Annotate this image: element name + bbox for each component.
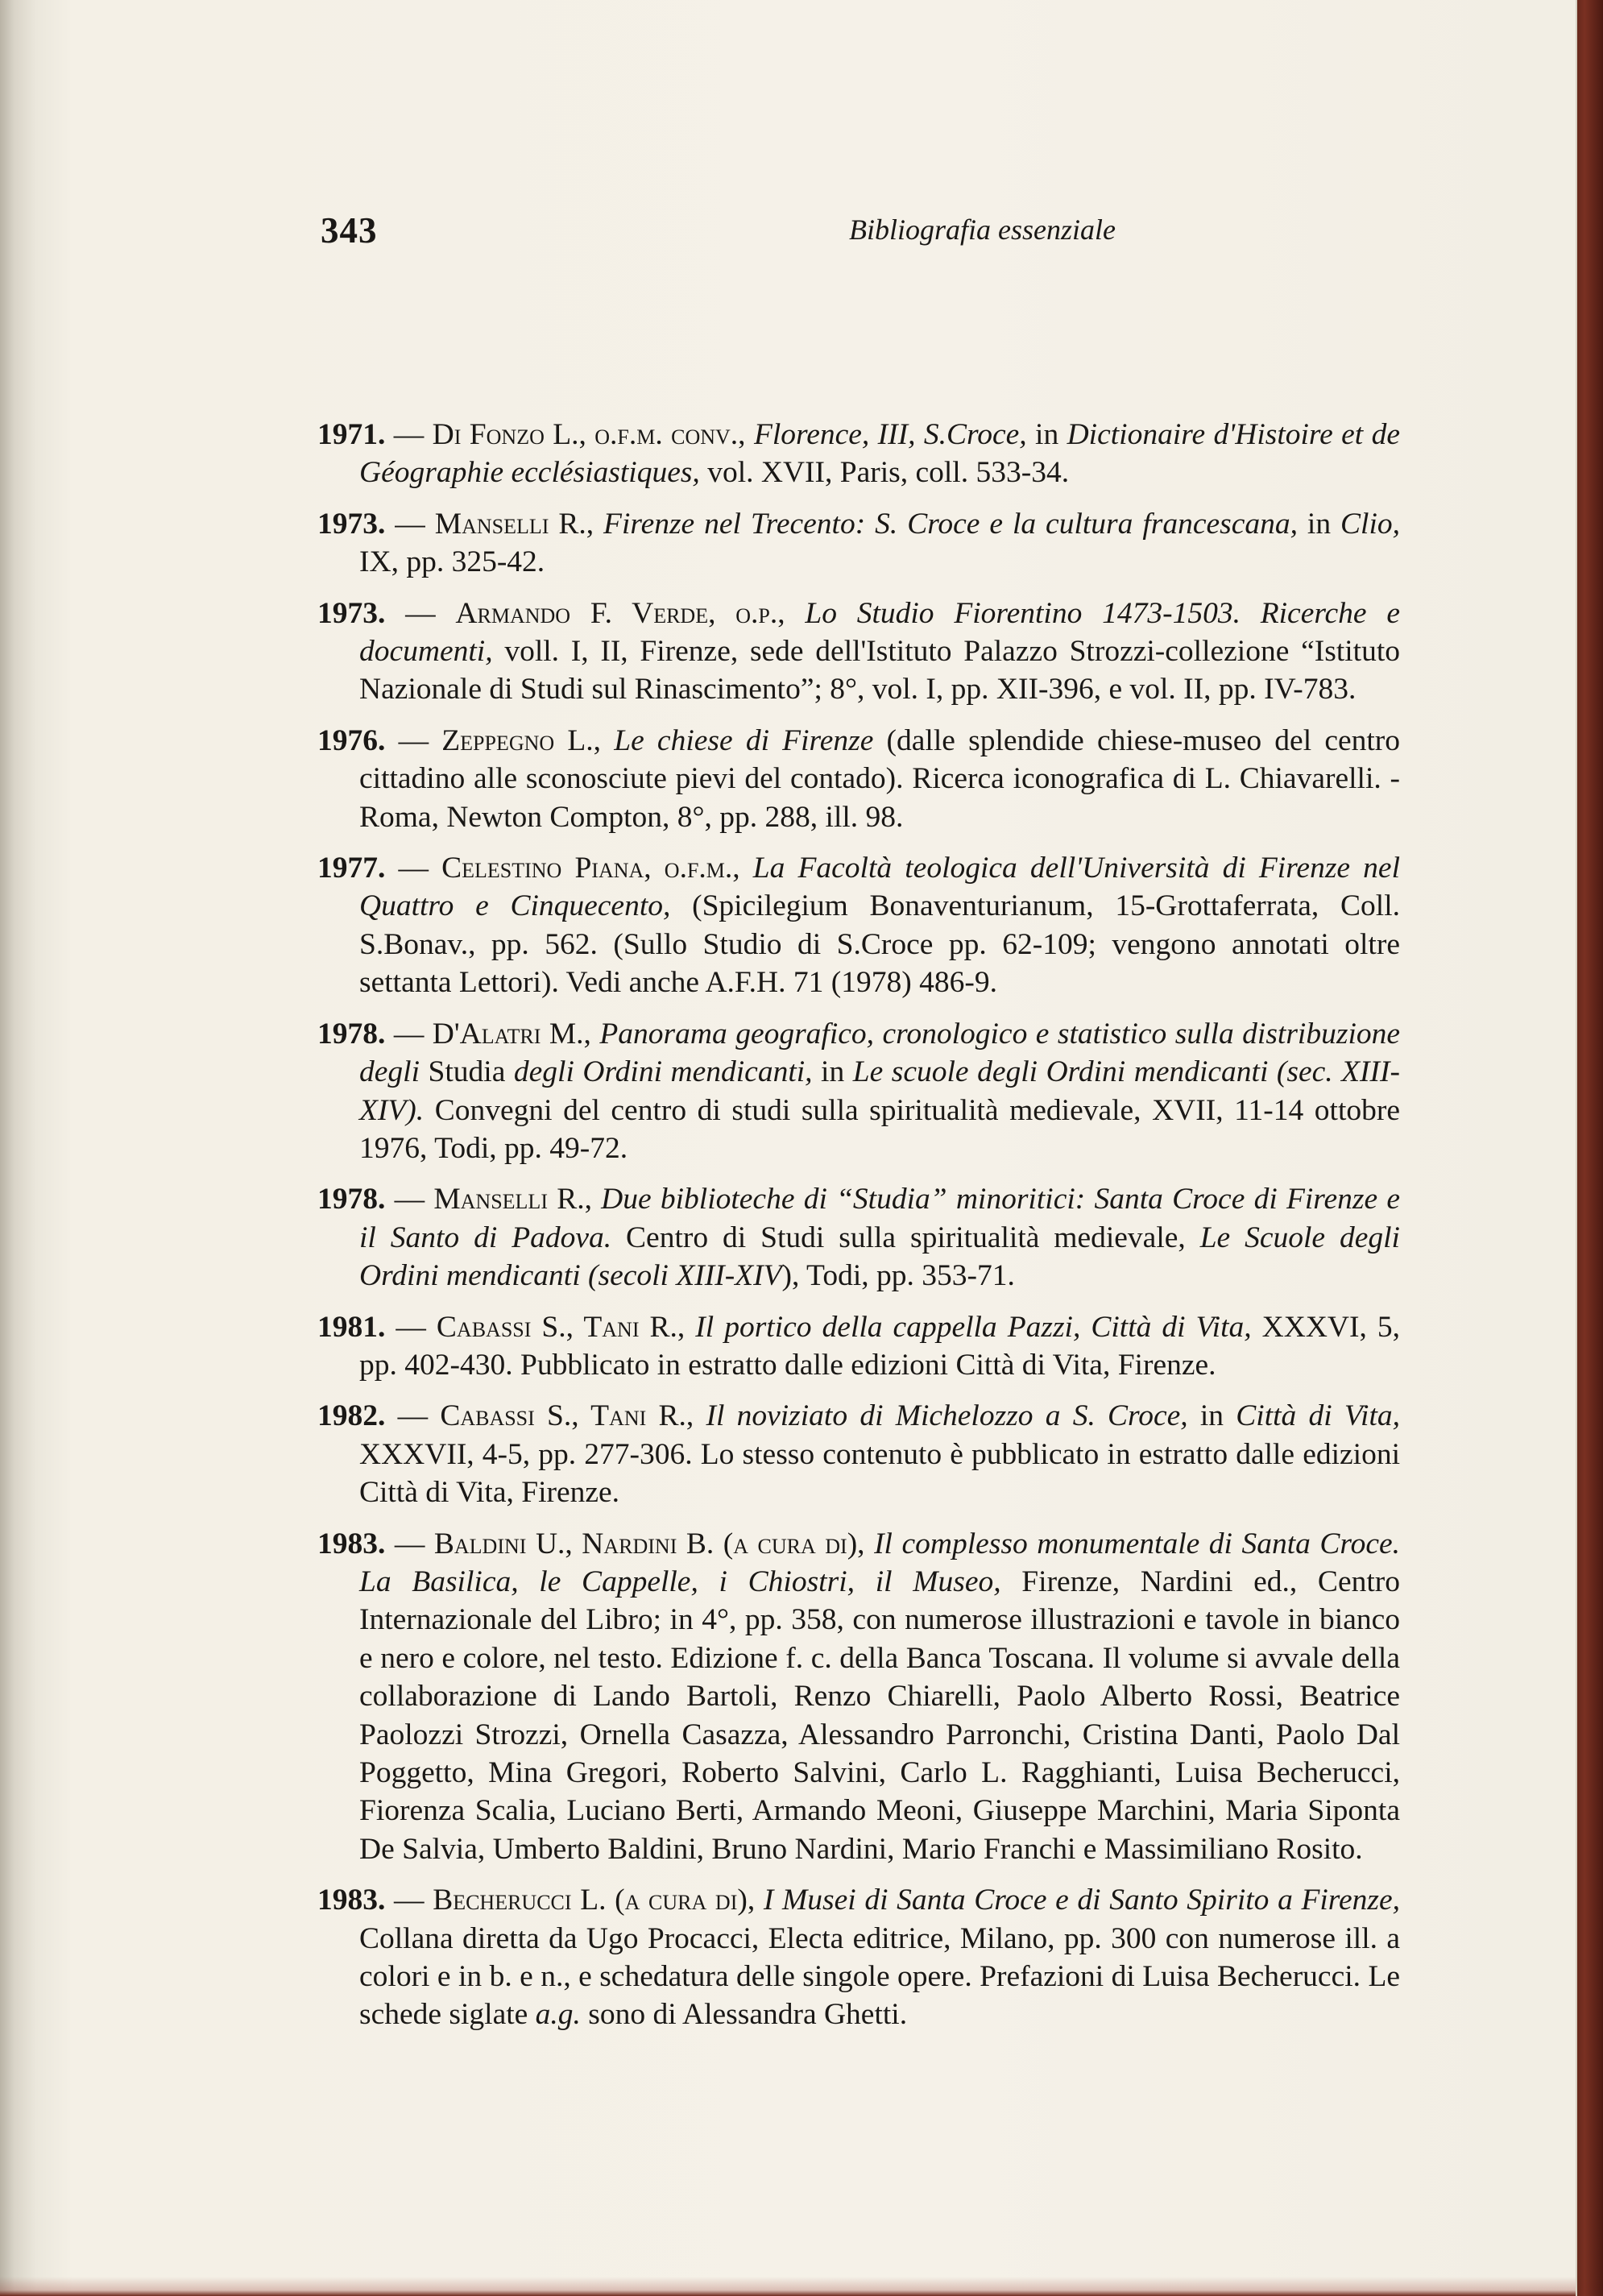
entry-author: Baldini U., Nardini B. (a cura di),: [433, 1527, 865, 1560]
entry-text: XXXVI, 5, pp. 402-430. Pubblicato in estratto dalle edizioni Città di Vita, Firenze.: [359, 1310, 1401, 1382]
entry-title: Città di Vita,: [1236, 1399, 1400, 1433]
entry-text: in: [1297, 507, 1341, 541]
running-head: Bibliografia essenziale: [849, 213, 1116, 246]
entry-text: Centro di Studi sulla spiritualità medievale,: [611, 1221, 1200, 1254]
entry-title: Florence, III, S.Croce,: [745, 418, 1036, 451]
entry-author: Armando F. Verde, o.p.,: [455, 596, 785, 630]
entry-year: 1981.: [317, 1310, 386, 1344]
entry-dash: —: [385, 1017, 433, 1051]
bibliography-entry: [317, 849, 1400, 1002]
entry-title: Il noviziato di Michelozzo a S. Croce,: [694, 1399, 1188, 1433]
entry-dash: —: [385, 1399, 441, 1433]
entry-dash: —: [385, 1183, 434, 1216]
entry-year: 1982.: [317, 1399, 386, 1433]
bibliography-entry: [317, 505, 1400, 582]
entry-year: 1978.: [317, 1183, 386, 1216]
entry-title: Clio,: [1340, 507, 1401, 541]
entry-title: Le Scuole degli Ordini mendicanti (secoli XIII-XIV: [359, 1221, 1400, 1293]
entry-text: IX, pp. 325-42.: [359, 545, 545, 579]
entry-author: Cabassi S., Tani R.,: [440, 1399, 694, 1433]
entry-text: Firenze, Nardini ed., Centro Internazionale del Libro; in 4°, pp. 358, con numerose illustrazioni e tavole in bianco e nero e colore, nel testo. Edizione f. c. della Banca Toscana. Il volume si avvale della collaborazione di Lando Bartoli, Renzo Chiarelli, Paolo Alberto Rossi, Beatrice Paolozzi Strozzi, Ornella Casazza, Alessandro Parronchi, Cristina Danti, Paolo Dal Poggetto, Mina Gregori, Roberto Salvini, Carlo L. Ragghianti, Luisa Becherucci, Fiorenza Scalia, Luciano Berti, Armando Meoni, Giuseppe Marchini, Maria Siponta De Salvia, Umberto Baldini, Bruno Nardini, Mario Franchi e Massimiliano Rosito.: [359, 1565, 1400, 1866]
entry-author: Cabassi S., Tani R.,: [436, 1310, 686, 1344]
entry-year: 1983.: [317, 1884, 386, 1917]
bibliography-entry: [317, 595, 1400, 709]
entry-dash: —: [385, 596, 456, 630]
entry-year: 1973.: [317, 596, 386, 630]
entry-text: in: [1187, 1399, 1236, 1433]
bibliography-entry: [317, 722, 1400, 836]
entry-author: D'Alatri M.,: [432, 1017, 591, 1051]
entry-title: degli Ordini mendicanti,: [505, 1055, 813, 1089]
entry-year: 1978.: [317, 1017, 386, 1051]
bibliography-list: [317, 416, 1400, 2047]
entry-title: Dictionaire d'Histoire et de Géographie ecclésiastiques,: [359, 418, 1400, 490]
entry-author: Manselli R.,: [434, 507, 594, 541]
entry-text: Convegni del centro di studi sulla spiritualità medievale, XVII, 11-14 ottobre 1976, Todi, pp. 49-72.: [359, 1093, 1400, 1165]
entry-text: sono di Alessandra Ghetti.: [580, 1998, 908, 2032]
entry-dash: —: [385, 418, 433, 451]
bibliography-entry: [317, 1525, 1400, 1869]
entry-title: Firenze nel Trecento: S. Croce e la cultura francescana,: [594, 507, 1298, 541]
bibliography-entry: [317, 416, 1400, 492]
entry-dash: —: [385, 1310, 437, 1344]
entry-title: La Facoltà teologica dell'Università di Firenze nel Quattro e Cinquecento,: [359, 852, 1400, 923]
bibliography-entry: [317, 1397, 1400, 1511]
entry-year: 1973.: [317, 507, 386, 541]
entry-year: 1977.: [317, 852, 386, 885]
entry-dash: —: [385, 1884, 433, 1917]
entry-dash: —: [385, 507, 435, 541]
entry-text: (Spicilegium Bonaventurianum, 15-Grottaferrata, Coll. S.Bonav., pp. 562. (Sullo Studio di S.Croce pp. 62-109; vengono annotati oltre settanta Lettori). Vedi anche A.F.H. 71 (1978) 486-9.: [359, 889, 1400, 1000]
entry-text: (dalle splendide chiese-museo del centro cittadino alle sconosciute pievi del contado). Ricerca iconografica di L. Chiavarelli. - Roma, Newton Compton, 8°, pp. 288, ill. 98.: [359, 723, 1401, 834]
entry-title: Il portico della cappella Pazzi, Città di Vita,: [685, 1310, 1252, 1344]
entry-author: Celestino Piana, o.f.m.,: [441, 852, 740, 885]
entry-text: vol. XVII, Paris, coll. 533-34.: [699, 456, 1070, 490]
entry-dash: —: [385, 1527, 434, 1560]
entry-title: I Musei di Santa Croce e di Santo Spirito a Firenze,: [755, 1884, 1401, 1917]
bibliography-entry: [317, 1015, 1400, 1168]
entry-title: Le scuole degli Ordini mendicanti (sec. XIII-XIV).: [359, 1055, 1401, 1127]
entry-text: ), Todi, pp. 353-71.: [781, 1259, 1015, 1293]
entry-author: Di Fonzo L., o.f.m. conv.,: [432, 418, 746, 451]
entry-title: Lo Studio Fiorentino 1473-1503. Ricerche e documenti,: [359, 596, 1400, 669]
entry-text: XXXVII, 4-5, pp. 277-306. Lo stesso contenuto è pubblicato in estratto dalle edizioni Città di Vita, Firenze.: [359, 1437, 1400, 1510]
entry-text: in: [812, 1055, 853, 1089]
page-bottom-edge: [0, 2277, 1576, 2296]
entry-author: Becherucci L. (a cura di),: [433, 1884, 756, 1917]
page-number: 343: [321, 210, 378, 251]
entry-author: Zeppegno L.,: [441, 723, 602, 757]
page-header: [321, 209, 1400, 258]
entry-dash: —: [385, 852, 442, 885]
entry-year: 1983.: [317, 1527, 386, 1560]
entry-author: Manselli R.,: [433, 1183, 592, 1216]
entry-title: a.g.: [535, 1998, 581, 2032]
entry-text: in: [1035, 418, 1067, 451]
entry-year: 1976.: [317, 723, 386, 757]
entry-text: Collana diretta da Ugo Procacci, Electa editrice, Milano, pp. 300 con numerose ill. a colori e in b. e n., e schedatura delle singole opere. Prefazioni di Luisa Becherucci. Le schede siglate: [359, 1921, 1400, 2032]
entry-title: Le chiese di Firenze: [601, 723, 874, 757]
bibliography-entry: [317, 1180, 1400, 1295]
bibliography-entry: [317, 1308, 1400, 1385]
entry-year: 1971.: [317, 418, 386, 451]
bibliography-entry: [317, 1881, 1400, 2034]
entry-text: Studia: [428, 1055, 506, 1089]
entry-title: Due biblioteche di “Studia” minoritici: Santa Croce di Firenze e il Santo di Padova.: [359, 1183, 1400, 1254]
entry-title: Il complesso monumentale di Santa Croce. La Basilica, le Cappelle, i Chiostri, il Museo,: [359, 1527, 1400, 1598]
entry-text: voll. I, II, Firenze, sede dell'Istituto Palazzo Strozzi-collezione “Istituto Nazionale di Studi sul Rinascimento”; 8°, vol. I, pp. XII-396, e vol. II, pp. IV-783.: [359, 635, 1400, 707]
entry-dash: —: [385, 723, 442, 757]
entry-title: Panorama geografico, cronologico e statistico sulla distribuzione degli: [359, 1017, 1401, 1089]
